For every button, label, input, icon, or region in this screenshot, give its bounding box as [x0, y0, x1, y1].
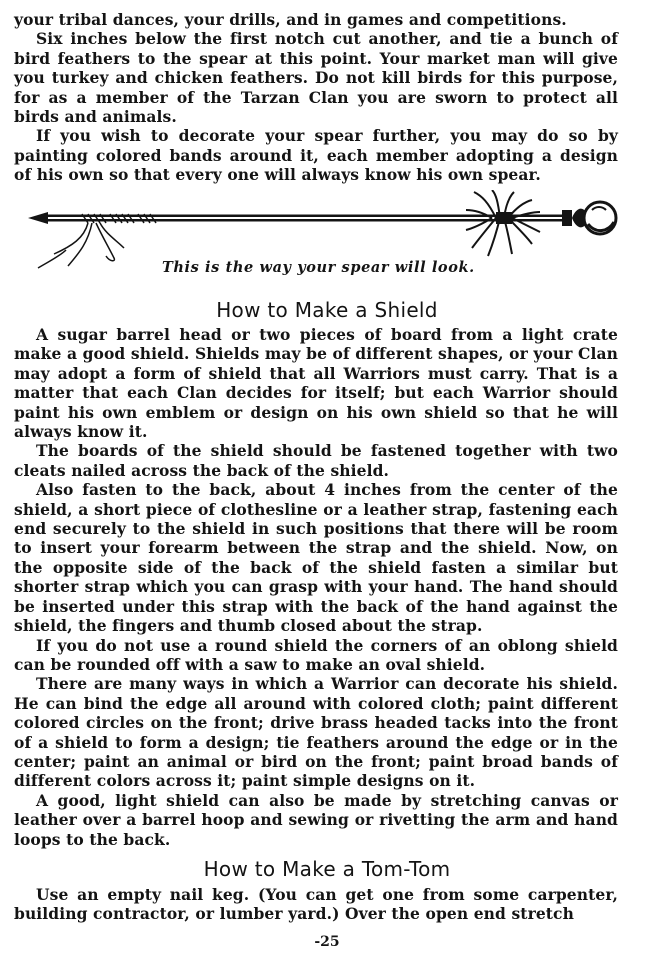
intro-paragraph-3: If you wish to decorate your spear further, you may do so by painting colored bands around it, each member adopting a design of his own so that every one will always know his own spear. [14, 126, 618, 185]
page-number: -25 [314, 934, 340, 950]
intro-paragraph-1: your tribal dances, your drills, and in games and competitions. [14, 10, 567, 29]
cord-binding [38, 214, 156, 268]
intro-paragraph-2: Six inches below the first notch cut another, and tie a bunch of bird feathers to the spear at this point. Your market man will give you turkey and chicken feathers. Do not kill birds for this purpose, for as a member of the Tarzan Clan you are sworn to protect all birds and animals. [14, 29, 618, 127]
shield-paragraph-1: A sugar barrel head or two pieces of board from a light crate make a good shield. Shields may be of different shapes, or your Clan may adopt a form of shield that all Warriors must carry. That is a matter that each Clan decides for itself; but each Warrior should paint his own emblem or design on his own shield so that he will always know it. [14, 325, 618, 442]
section-heading-tomtom: How to Make a Tom-Tom [203, 857, 451, 881]
shield-paragraph-4: If you do not use a round shield the corners of an oblong shield can be rounded off with a saw to make an oval shield. [14, 635, 618, 674]
intro-text [14, 10, 618, 185]
figure-caption: This is the way your spear will look. [162, 259, 475, 276]
shield-paragraph-5: There are many ways in which a Warrior can decorate his shield. He can bind the edge all around with colored cloth; paint different colored circles on the front; drive brass headed tacks into the front of a shield to form a design; tie feathers around the edge or in the center; paint an animal or bird on the front; paint broad bands of different colors across it; paint simple designs on it. [14, 674, 618, 791]
shield-paragraph-2: The boards of the shield should be fastened together with two cleats nailed across the back of the shield. [14, 441, 618, 480]
shield-paragraph-3: Also fasten to the back, about 4 inches from the center of the shield, a short piece of clothesline or a leather strap, fastening each end securely to the shield in such positions that there will be room to insert your forearm between the strap and the shield. Now, on the opposite side of the back of the shield fasten a similar but shorter strap which you can grasp with your hand. The hand should be inserted under this strap with the back of the hand against the shield, the fingers and thumb closed about the strap. [14, 480, 618, 636]
shield-text [14, 325, 618, 849]
spear-collar [562, 210, 572, 226]
tomtom-text [14, 885, 618, 924]
tomtom-paragraph-1: Use an empty nail keg. (You can get one from some carpenter, building contractor, or lumber yard.) Over the open end stretch [14, 885, 618, 924]
section-heading-shield: How to Make a Shield [216, 298, 438, 322]
shield-paragraph-6: A good, light shield can also be made by stretching canvas or leather over a barrel hoop and sewing or rivetting the arm and hand loops to the back. [14, 790, 618, 849]
